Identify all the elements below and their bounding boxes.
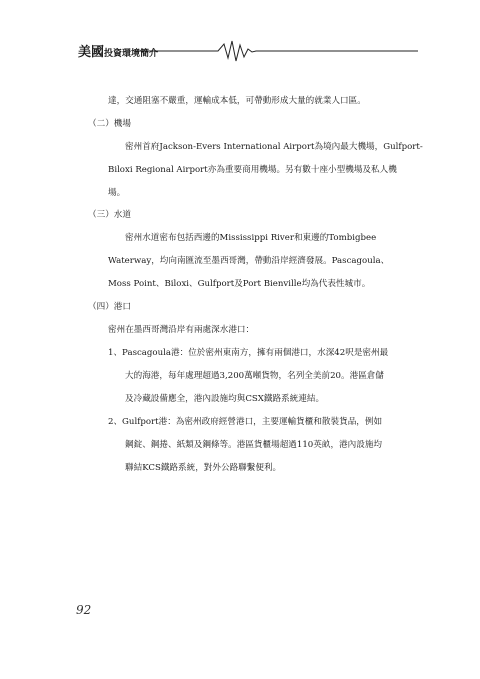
header-title <box>78 41 158 60</box>
list-item-gulfport: 2、Gulfport港：為密州政府經營港口，主要運輸貨櫃和散裝貨品，例如 <box>108 417 383 427</box>
header-title-big: 美國 <box>78 45 105 60</box>
paragraph-line: 密州水道密布包括西邊的Mississippi River和東邊的Tombigbee <box>125 233 377 243</box>
header-title-small: 投資環境簡介 <box>104 49 159 59</box>
paragraph-line: Moss Point、Biloxi、Gulfport及Port Bienville均為代表性城市。 <box>108 279 371 289</box>
list-item-pascagoula: 1、Pascagoula港：位於密州東南方，擁有兩個港口，水深42呎是密州最 <box>108 348 389 358</box>
paragraph-line: 密州首府Jackson-Evers International Airport為境內最大機場，Gulfport- <box>125 142 423 152</box>
paragraph-line: Biloxi Regional Airport亦為重要商用機場。另有數十座小型機場及私人機 <box>108 165 397 175</box>
paragraph-line: 密州在墨西哥灣沿岸有兩處深水港口： <box>108 325 255 335</box>
paragraph-line: 聯結KCS鐵路系統，對外公路聯繫便利。 <box>125 463 282 473</box>
page-number: 92 <box>76 603 92 617</box>
section-heading-waterways: （三）水道 <box>88 210 131 220</box>
paragraph-line: 達，交通阻塞不嚴重，運輸成本低，可帶動形成大量的就業人口區。 <box>108 96 366 106</box>
paragraph-line: Waterway，均向南匯流至墨西哥灣，帶動沿岸經濟發展。Pascagoula、 <box>108 256 390 266</box>
paragraph-line: 及冷藏設備應全，港內設施均與CSX鐵路系統連結。 <box>125 394 325 404</box>
section-heading-ports: （四）港口 <box>88 302 131 312</box>
paragraph-line: 鋼錠、鋼捲、紙類及鋼條等。港區貨櫃場超過110英畝，港內設施均 <box>125 440 383 450</box>
section-heading-airports: （二）機場 <box>88 119 131 129</box>
paragraph-line: 場。 <box>108 188 126 198</box>
running-header <box>78 35 418 67</box>
paragraph-line: 大的海港，每年處理超過3,200萬噸貨物，名列全美前20。港區倉儲 <box>125 371 384 381</box>
